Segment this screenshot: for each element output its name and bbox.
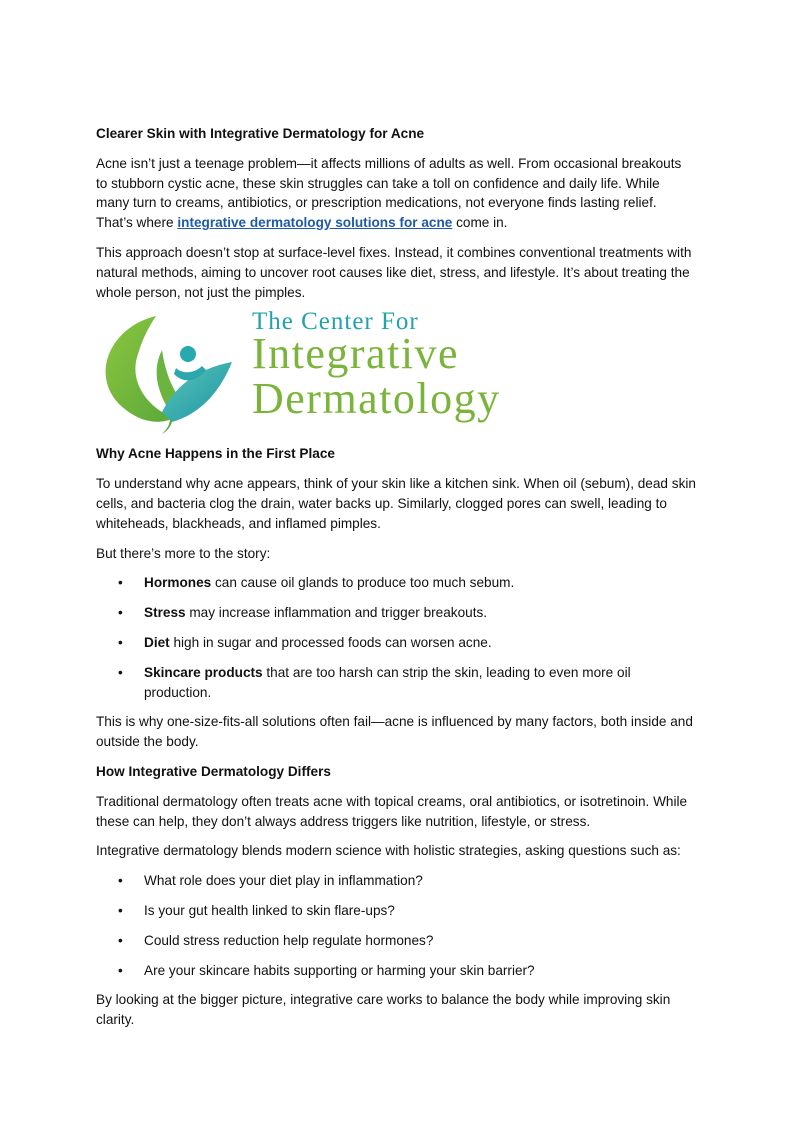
intro-text: Acne isn’t just a teenage problem—it affects millions of adults as well. From occasional breakouts to stubborn cystic acne, these skin struggles can take a toll on confidence and daily life. While many turn to creams, antibiotics, or prescription medications, not everyone finds lasting relief. That’s where <box>96 155 682 231</box>
approach-paragraph: This approach doesn’t stop at surface-level fixes. Instead, it combines conventional treatments with natural methods, aiming to uncover root causes like diet, stress, and lifestyle. It’s about treating the whole person, not just the pimples. <box>96 244 692 300</box>
bullet-icon: • <box>118 664 123 680</box>
logo-line-2: Integrative <box>252 329 460 379</box>
logo-line-3: Dermatology <box>252 374 501 424</box>
why-closing: This is why one-size-fits-all solutions often fail—acne is influenced by many factors, both inside and outside the body. <box>96 714 693 750</box>
list-item: • Skincare products that are too harsh can strip the skin, leading to even more oil production. <box>118 664 631 700</box>
list-item: • Is your gut health linked to skin flare-ups? <box>96 901 696 921</box>
how-closing: By looking at the bigger picture, integrative care works to balance the body while improving skin clarity. <box>96 992 671 1028</box>
integrative-dermatology-link[interactable]: integrative dermatology solutions for acne <box>177 215 453 231</box>
how-heading: How Integrative Dermatology Differs <box>96 763 331 779</box>
list-item: • What role does your diet play in inflammation? <box>96 871 696 891</box>
list-item: • Could stress reduction help regulate hormones? <box>96 931 696 951</box>
logo-line-1: The Center For <box>252 308 419 336</box>
clinic-logo <box>96 308 696 434</box>
bullet-icon: • <box>118 605 123 621</box>
intro-text-end: come in. <box>452 215 508 231</box>
list-item: • Hormones can cause oil glands to produce too much sebum. <box>96 573 696 593</box>
why-lead-in: But there’s more to the story: <box>96 545 271 561</box>
list-item: • Are your skincare habits supporting or harming your skin barrier? <box>96 961 696 981</box>
how-paragraph-2: Integrative dermatology blends modern science with holistic strategies, asking questions such as: <box>96 843 681 859</box>
leaf-figure-icon <box>96 312 246 434</box>
list-item: • Diet high in sugar and processed foods can worsen acne. <box>96 633 696 653</box>
bullet-icon: • <box>118 932 123 948</box>
why-heading: Why Acne Happens in the First Place <box>96 446 335 462</box>
questions-list <box>96 871 696 980</box>
document-page <box>96 124 696 1030</box>
why-paragraph: To understand why acne appears, think of your skin like a kitchen sink. When oil (sebum), dead skin cells, and bacteria clog the drain, water backs up. Similarly, clogged pores can swell, leading to whiteheads, blackheads, and inflamed pimples. <box>96 476 696 531</box>
bullet-icon: • <box>118 873 123 889</box>
intro-paragraph <box>96 154 696 233</box>
acne-factors-list <box>96 573 696 702</box>
bullet-icon: • <box>118 962 123 978</box>
how-paragraph-1: Traditional dermatology often treats acne with topical creams, oral antibiotics, or isotretinoin. While these can help, they don’t always address triggers like nutrition, lifestyle, or stress. <box>96 793 688 829</box>
bullet-icon: • <box>118 634 123 650</box>
bullet-icon: • <box>118 902 123 918</box>
list-item: • Stress may increase inflammation and trigger breakouts. <box>96 603 696 623</box>
article-title: Clearer Skin with Integrative Dermatology for Acne <box>96 126 425 141</box>
bullet-icon: • <box>118 575 123 591</box>
